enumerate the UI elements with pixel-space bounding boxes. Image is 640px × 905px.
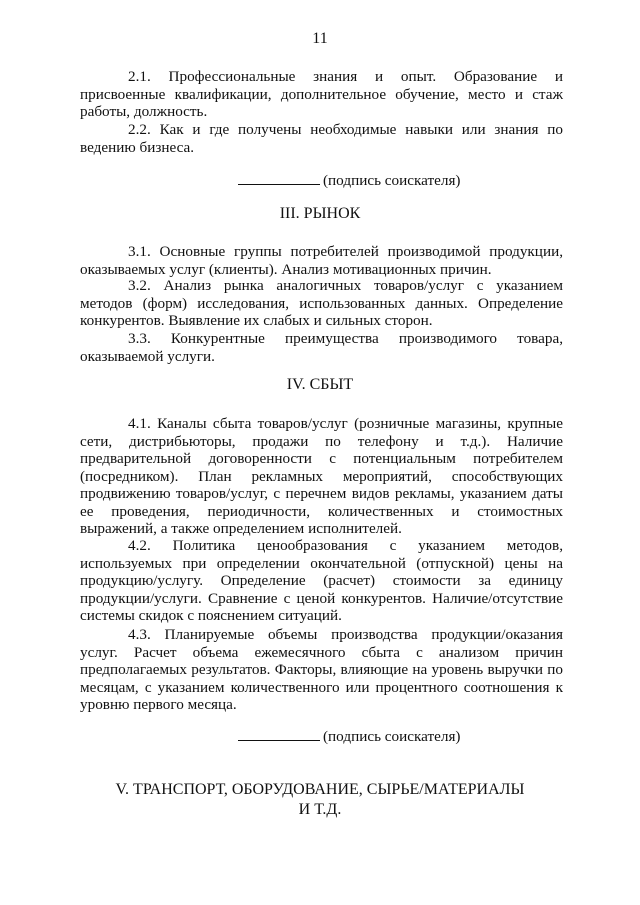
signature-block-2: [238, 728, 461, 746]
section-3-heading: III. РЫНОК: [279, 205, 361, 222]
paragraph-4-1: 4.1. Каналы сбыта товаров/услуг (розничные магазины, крупные сети, дистрибьюторы, продажи по телефону и т.д.). Наличие предварительной договоренности с потенциальным потребителем (посредником). План рекламных мероприятий, способствующих продвижению товаров/услуг, с перечнем видов рекламы, указанием даты ее проведения, периодичности, количественных и стоимостных выражений, а также определением исполнителей.: [80, 415, 563, 537]
paragraph-2-2: 2.2. Как и где получены необходимые навыки или знания по ведению бизнеса.: [80, 121, 563, 156]
section-4-heading: IV. СБЫТ: [286, 376, 354, 393]
signature-line: [238, 728, 320, 741]
section-5-heading: [0, 780, 640, 820]
paragraph-2-1: 2.1. Профессиональные знания и опыт. Образование и присвоенные квалификации, дополнительное обучение, место и стаж работы, должность.: [80, 68, 563, 120]
signature-line: [238, 172, 320, 185]
signature-label: (подпись соискателя): [323, 728, 461, 745]
paragraph-3-1: 3.1. Основные группы потребителей производимой продукции, оказываемых услуг (клиенты). Анализ мотивационных причин.: [80, 243, 563, 278]
paragraph-4-2: 4.2. Политика ценообразования с указанием методов, используемых при определении окончательной (отпускной) цены на продукцию/услугу. Определение (расчет) стоимости за единицу продукции/услуги. Сравнение с ценой конкурентов. Наличие/отсутствие системы скидок с пояснением ситуаций.: [80, 537, 563, 624]
signature-block-1: [238, 172, 461, 190]
signature-label: (подпись соискателя): [323, 172, 461, 189]
paragraph-3-2: 3.2. Анализ рынка аналогичных товаров/услуг с указанием методов (форм) исследования, использованных данных. Определение конкурентов. Выявление их слабых и сильных сторон.: [80, 277, 563, 329]
paragraph-4-3: 4.3. Планируемые объемы производства продукции/оказания услуг. Расчет объема ежемесячного сбыта с анализом причин предполагаемых результатов. Факторы, влияющие на уровень выручки по месяцам, с указанием количественного или процентного соотношения к уровню первого месяца.: [80, 626, 563, 713]
section-5-heading-line-2: И Т.Д.: [298, 801, 342, 818]
paragraph-3-3: 3.3. Конкурентные преимущества производимого товара, оказываемой услуги.: [80, 330, 563, 365]
section-5-heading-line-1: V. ТРАНСПОРТ, ОБОРУДОВАНИЕ, СЫРЬЕ/МАТЕРИАЛЫ: [115, 781, 525, 798]
page-number: 11: [312, 30, 328, 47]
